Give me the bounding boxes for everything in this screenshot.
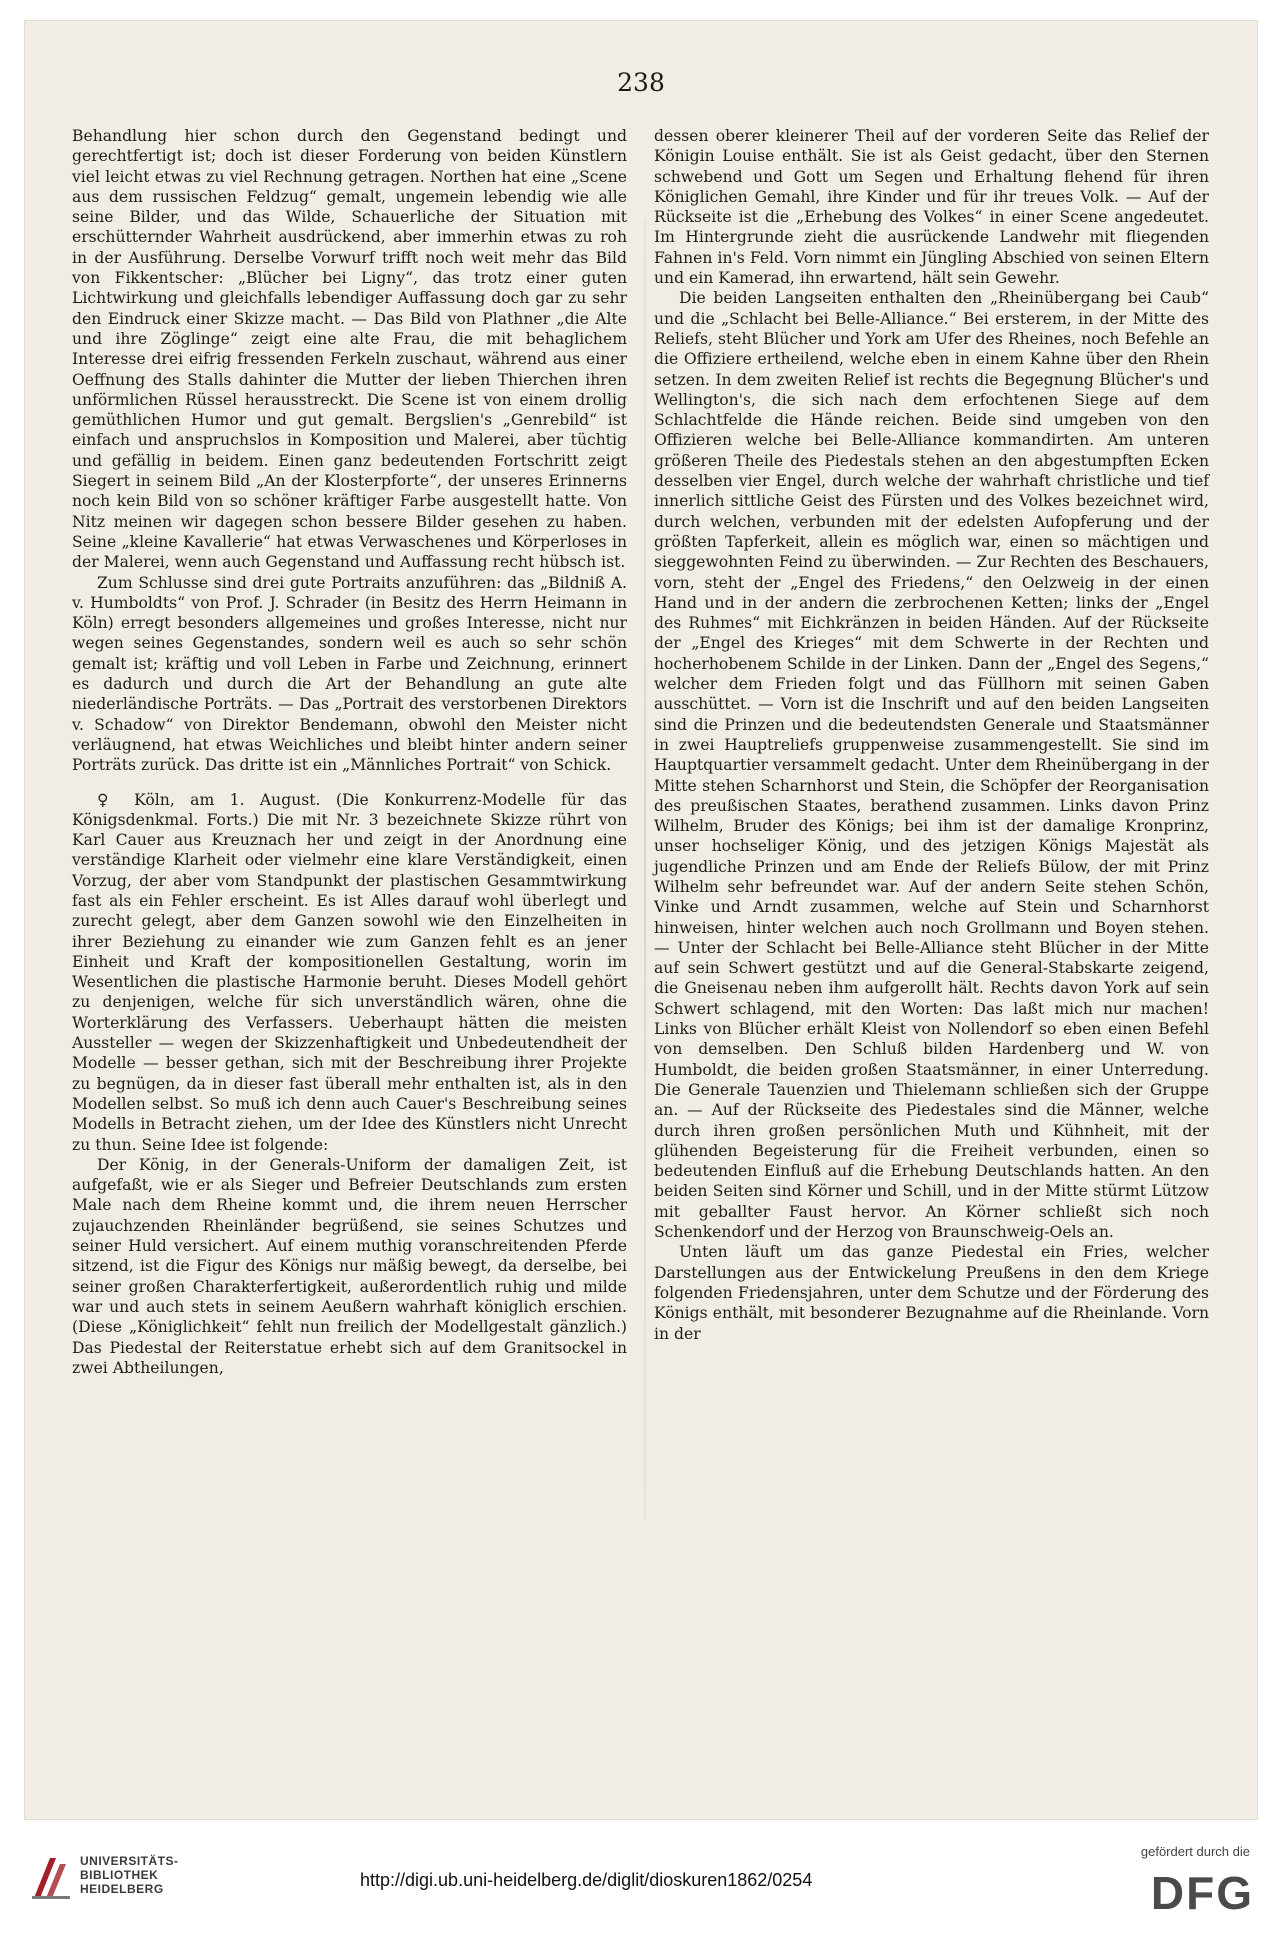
funded-by-label: gefördert durch die (1140, 1844, 1250, 1859)
dfg-logo[interactable]: DFG (1150, 1867, 1254, 1919)
scanned-page (24, 20, 1258, 1820)
right-column (654, 126, 1209, 1344)
library-name-line: BIBLIOTHEK (80, 1868, 159, 1882)
paragraph: Der König, in der Generals-Uniform der damaligen Zeit, ist aufgefaßt, wie er als Sieger und Befreier Deutschlands zum ersten Male nach dem Rheine kommt und, die ihrem neuen Herrscher zujauchzenden Rheinländer begrüßend, sie seines Schutzes und seiner Huld versichert. Auf einem muthig voranschreitenden Pferde sitzend, ist die Figur des Königs nur mäßig bewegt, da derselbe, bei seiner großen Charakterfertigkeit, außerordentlich ruhig und milde war und auch stets in seinem Aeußern wahrhaft königlich erschien. (Diese „Königlichkeit“ fehlt nun freilich der Modellgestalt gänzlich.) Das Piedestal der Reiterstatue erhebt sich auf dem Granitsockel in zwei Abtheilungen, (72, 1155, 627, 1377)
library-name (80, 1854, 179, 1896)
left-column (72, 126, 627, 1378)
paragraph: Zum Schlusse sind drei gute Portraits anzuführen: das „Bildniß A. v. Humboldts“ von Prof. J. Schrader (in Besitz des Herrn Heimann in Köln) erregt besonders allgemeines und großes Interesse, nicht nur wegen seines Gegenstandes, sondern weil es auch so sehr schön gemalt ist; kräftig und voll Leben in Farbe und Zeichnung, erinnert es dadurch und durch die Art der Behandlung an gute alte niederländische Porträts. — Das „Portrait des verstorbenen Direktors v. Schadow“ von Direktor Bendemann, obwohl den Meister nicht verläugnend, hat etwas Weichliches und bleibt hinter andern seiner Porträts zurück. Das dritte ist ein „Männliches Portrait“ von Schick. (72, 573, 627, 775)
section-gap (72, 776, 627, 790)
library-logo-icon (30, 1852, 74, 1902)
paragraph: Behandlung hier schon durch den Gegenstand bedingt und gerechtfertigt ist; doch ist dieser Forderung von beiden Künstlern viel leicht etwas zu viel Rechnung getragen. Northen hat eine „Scene aus dem russischen Feldzug“ gemalt, ungemein lebendig wie alle seine Bilder, und das Wilde, Schauerliche der Situation mit erschütternder Wahrheit ausdrückend, aber immerhin etwas zu roh in der Ausführung. Derselbe Vorwurf trifft noch weit mehr das Bild von Fikkentscher: „Blücher bei Ligny“, das trotz einer guten Lichtwirkung und gleichfalls lebendiger Auffassung doch gar zu sehr den Eindruck einer Skizze macht. — Das Bild von Plathner „die Alte und ihre Zöglinge“ zeigt eine alte Frau, die mit behaglichem Interesse drei eifrig fressenden Ferkeln zuschaut, während aus einer Oeffnung des Stalls dahinter die Mutter der lieben Thierchen ihren unförmlichen Rüssel herausstreckt. Die Scene ist von einem drollig gemüthlichen Humor und gut gemalt. Bergslien's „Genrebild“ ist einfach und anspruchslos in Komposition und Malerei, aber tüchtig und gefällig in beidem. Einen ganz bedeutenden Fortschritt zeigt Siegert in seinem Bild „An der Klosterpforte“, der unseres Erinnerns noch kein Bild von so schöner kräftiger Farbe ausgestellt hatte. Von Nitz meinen wir dagegen schon bessere Bilder gesehen zu haben. Seine „kleine Kavallerie“ hat etwas Verwaschenes und Körperloses in der Malerei, wenn auch Gegenstand und Auffassung recht hübsch ist. (72, 127, 627, 572)
footer (0, 1830, 1278, 1940)
paragraph: Unten läuft um das ganze Piedestal ein Fries, welcher Darstellungen aus der Entwickelung Preußens in den dem Kriege folgenden Friedensjahren, unter dem Schutze und der Förderung des Königs enthält, mit besonderer Bezugnahme auf die Rheinlande. Vorn in der (654, 1243, 1209, 1343)
paragraph: Die beiden Langseiten enthalten den „Rheinübergang bei Caub“ und die „Schlacht bei Belle-Alliance.“ Bei ersterem, in der Mitte des Reliefs, steht Blücher und York am Ufer des Rheines, noch Befehle an die Offiziere ertheilend, welche eben in einem Kahne über den Rhein setzen. In dem zweiten Relief ist rechts die Begegnung Blücher's und Wellington's, die sich nach dem erfochtenen Siege auf dem Schlachtfelde die Hände reichen. Beide sind umgeben von den Offizieren welche bei Belle-Alliance kommandirten. Am unteren größeren Theile des Piedestals stehen an den abgestumpften Ecken desselben vier Engel, durch welche der wahrhaft christliche und tief innerlich sittliche Geist des Fürsten und des Volkes bezeichnet wird, durch welchen, verbunden mit der edelsten Aufopferung und der größten Tapferkeit, allein es möglich war, einen so mächtigen und sieggewohnten Feind zu überwinden. — Zur Rechten des Beschauers, vorn, steht der „Engel des Friedens,“ den Oelzweig in der einen Hand und in der andern die zerbrochenen Ketten; links der „Engel des Ruhmes“ mit Eichkränzen in beiden Händen. Auf der Rückseite der „Engel des Krieges“ mit dem Schwerte in der Rechten und hocherhobenem Schilde in der Linken. Dann der „Engel des Segens,“ welcher dem Frieden folgt und das Füllhorn mit seinen Gaben ausschüttet. — Vorn ist die Inschrift und auf den beiden Langseiten sind die Prinzen und die bedeutendsten Generale und Staatsmänner in zwei Hauptreliefs gruppenweise zusammengestellt. Sie sind im Hauptquartier versammelt gedacht. Unter dem Rheinübergang in der Mitte stehen Scharnhorst und Stein, die Schöpfer der Reorganisation des preußischen Staates, berathend zusammen. Links davon Prinz Wilhelm, Bruder des Königs; bei ihm ist der damalige Kronprinz, unser hochseliger König, und des jetzigen Königs Majestät als jugendliche Prinzen und am Ende der Reliefs Bülow, der mit Prinz Wilhelm sehr befreundet war. Auf der andern Seite stehen Schön, Vinke und Arndt zusammen, welche auf Stein und Scharnhorst hinweisen, hinter welchen auch noch Grollmann und Boyen stehen. — Unter der Schlacht bei Belle-Alliance steht Blücher in der Mitte auf sein Schwert gestützt und auf die General-Stabskarte zeigend, die Gneisenau neben ihm aufgerollt hält. Rechts davon York auf sein Schwert schlagend, mit den Worten: Das laßt mich nur machen! Links von Blücher erhält Kleist von Nollendorf so eben einen Befehl von demselben. Den Schluß bilden Hardenberg und W. von Humboldt, die beiden großen Staatsmänner, in einer Unterredung. Die Generale Tauenzien und Thielemann schließen sich der Gruppe an. — Auf der Rückseite des Piedestales sind die Männer, welche durch ihren großen persönlichen Muth und Kühnheit, mit der glühenden Begeisterung für die Freiheit verbunden, einen so bedeutenden Einfluß auf die Erhebung Deutschlands hatten. An den beiden Seiten sind Körner und Schill, und in der Mitte stürmt Lützow mit geballter Faust hervor. An Körner schließt sich noch Schenkendorf und der Herzog von Braunschweig-Oels an. (654, 289, 1209, 1242)
page-fold (644, 220, 646, 1520)
paragraph: dessen oberer kleinerer Theil auf der vorderen Seite das Relief der Königin Louise enthält. Sie ist als Geist gedacht, über den Sternen schwebend und Gott um Segen und Erhaltung flehend für ihren Königlichen Gemahl, ihre Kinder und für ihr treues Volk. — Auf der Rückseite ist die „Erhebung des Volkes“ in einer Scene angedeutet. Im Hintergrunde zieht die ausrückende Landwehr mit fliegenden Fahnen in's Feld. Vorn nimmt ein Jüngling Abschied von seinen Eltern und ein Kamerad, ihn erwartend, hält sein Gewehr. (654, 127, 1209, 288)
source-url-link[interactable]: http://digi.ub.uni-heidelberg.de/diglit/dioskuren1862/0254 (360, 1870, 813, 1890)
page-number: 238 (617, 68, 665, 97)
library-name-line: HEIDELBERG (80, 1882, 164, 1896)
library-logo[interactable] (30, 1848, 230, 1908)
paragraph: ♀ Köln, am 1. August. (Die Konkurrenz-Modelle für das Königsdenkmal. Forts.) Die mit Nr. 3 bezeichnete Skizze rührt von Karl Cauer aus Kreuznach her und zeigt in der Anordnung eine verständige Klarheit oder vielmehr eine klare Verständigkeit, einen Vorzug, der aber vom Standpunkt der plastischen Gesammtwirkung fast als ein Fehler erscheint. Es ist Alles darauf wohl überlegt und zurecht gelegt, aber dem Ganzen sowohl wie den Einzelheiten in ihrer Beziehung zu einander wie zum Ganzen fehlt es an jener Einheit und Kraft der kompositionellen Gestaltung, worin im Wesentlichen die plastische Harmonie beruht. Dieses Modell gehört zu denjenigen, welche für sich unverständlich wären, ohne die Worterklärung des Verfassers. Ueberhaupt hätten die meisten Aussteller — wegen der Skizzenhaftigkeit und Unbedeutendheit der Modelle — besser gethan, sich mit der Beschreibung ihrer Projekte zu begnügen, da in dieser fast überall mehr enthalten ist, als in den Modellen selbst. So muß ich denn auch Cauer's Beschreibung seines Modells in Betracht ziehen, um der Idee des Künstlers nicht Unrecht zu thun. Seine Idee ist folgende: (72, 790, 627, 1154)
library-name-line: UNIVERSITÄTS- (80, 1854, 179, 1868)
